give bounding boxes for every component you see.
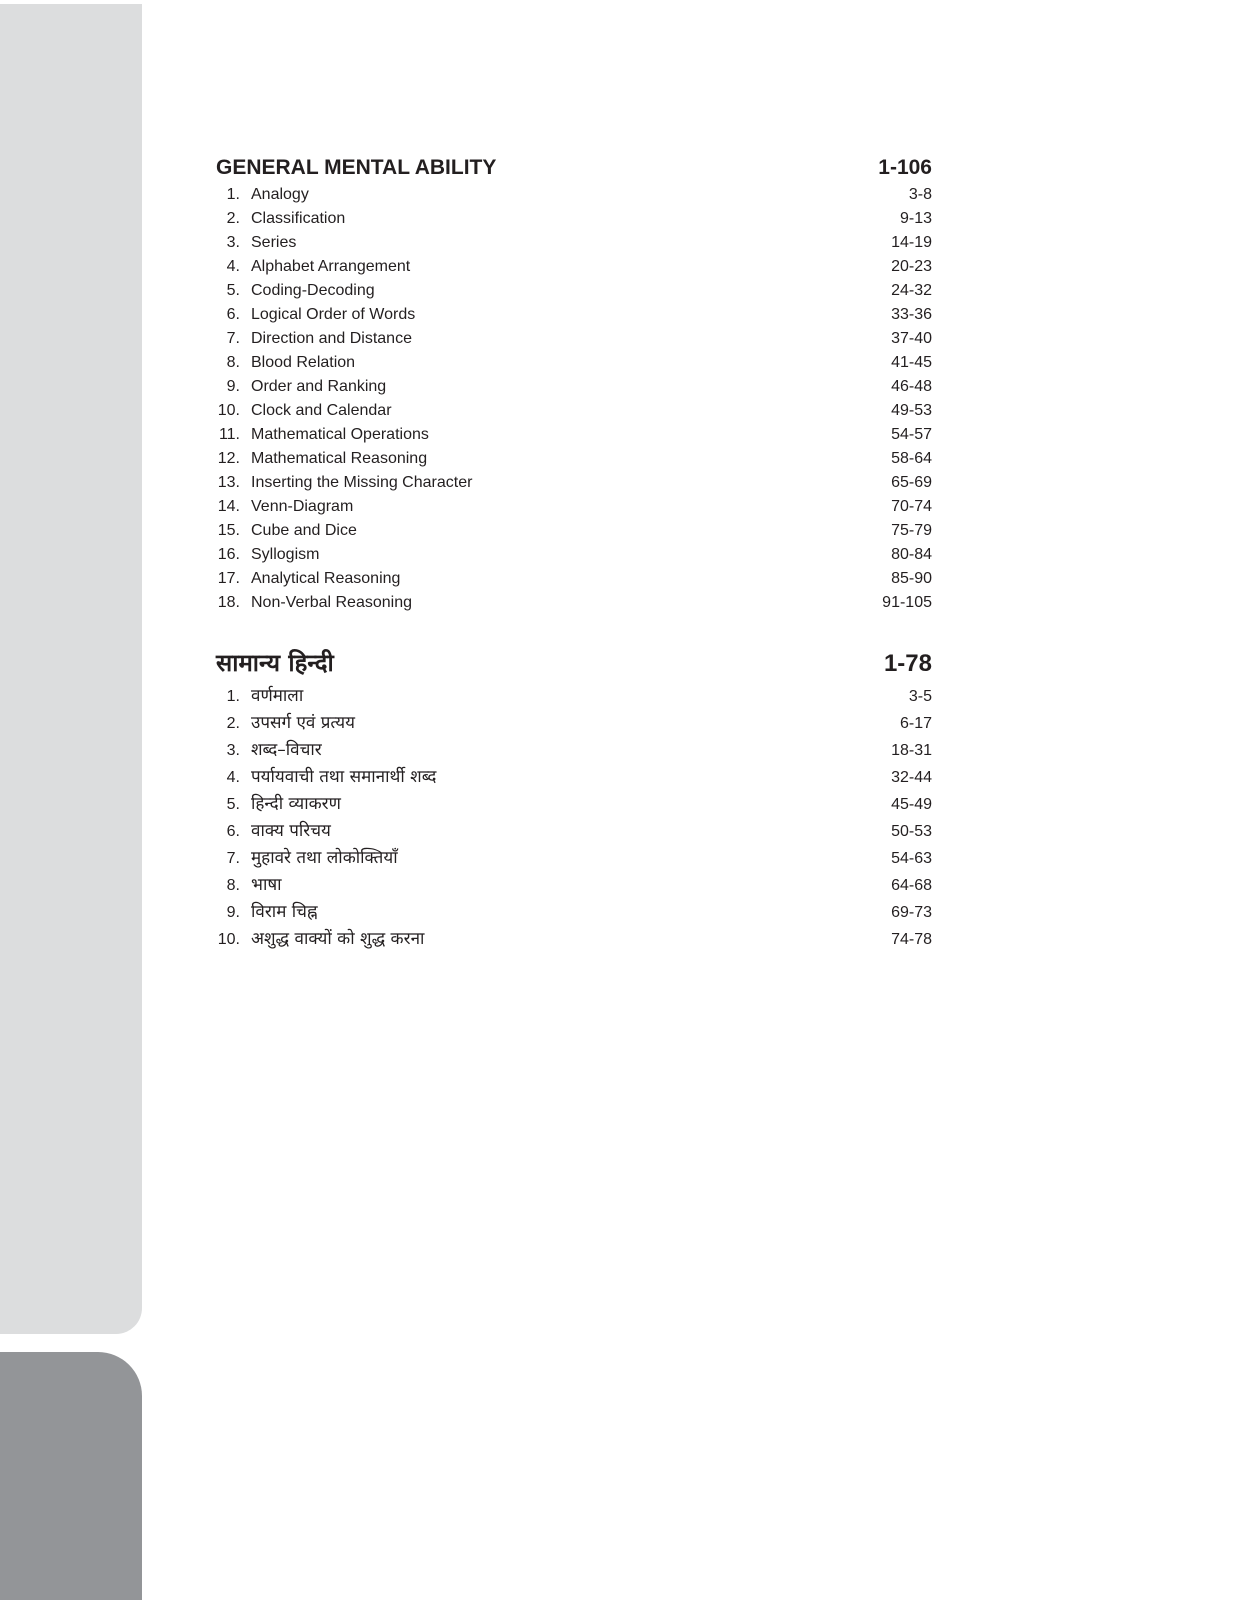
toc-entry-title: विराम चिह्न	[251, 902, 318, 922]
section-header	[216, 646, 932, 679]
toc-entry-pages: 49-53	[891, 402, 932, 419]
toc-entry-title: Mathematical Operations	[251, 426, 429, 443]
toc-entry	[216, 354, 932, 378]
toc-entry-pages: 20-23	[891, 258, 932, 275]
toc-entry	[216, 210, 932, 234]
toc-entry-pages: 6-17	[899, 715, 932, 732]
toc-entry-number: 5.	[226, 282, 240, 299]
toc-entry-number: 7.	[226, 330, 240, 347]
toc-entry-pages: 50-53	[891, 823, 932, 840]
toc-entry	[216, 474, 932, 498]
toc-entry	[216, 258, 932, 282]
toc-entry-pages: 54-57	[891, 426, 932, 443]
toc-entry-number: 9.	[226, 904, 240, 921]
toc-entry	[216, 306, 932, 330]
toc-entry-pages: 64-68	[891, 877, 932, 894]
toc-entry-title: हिन्दी व्याकरण	[251, 794, 341, 814]
toc-entry-number: 9.	[226, 378, 240, 395]
toc-entry-title: उपसर्ग एवं प्रत्यय	[251, 713, 356, 733]
toc-entry-number: 3.	[226, 234, 240, 251]
toc-entry	[216, 522, 932, 546]
toc-entry-title: अशुद्ध वाक्यों को शुद्ध करना	[251, 929, 425, 949]
section-title: सामान्य हिन्दी	[216, 649, 334, 677]
toc-entry-pages: 65-69	[891, 474, 932, 491]
toc-entry-title: भाषा	[251, 875, 282, 895]
section-page-range: 1-78	[883, 650, 932, 677]
toc-entry-title: Alphabet Arrangement	[251, 258, 411, 275]
toc-entry-number: 3.	[226, 742, 240, 759]
toc-entry	[216, 818, 932, 845]
toc-entry-number: 8.	[226, 877, 240, 894]
toc-entry-title: Venn-Diagram	[251, 498, 354, 515]
toc-entry-pages: 3-5	[908, 688, 932, 705]
toc-entry-title: वाक्य परिचय	[251, 821, 331, 841]
toc-entry-pages: 3-8	[908, 186, 932, 203]
toc-entry-number: 11.	[218, 426, 240, 443]
toc-entry-title: Mathematical Reasoning	[251, 450, 428, 467]
toc-entry-pages: 70-74	[891, 498, 932, 515]
toc-entry	[216, 234, 932, 258]
toc-entry-pages: 58-64	[891, 450, 932, 467]
section-page-range: 1-106	[878, 156, 932, 179]
toc-entry-number: 16.	[217, 546, 240, 563]
toc-entry-pages: 45-49	[891, 796, 932, 813]
toc-entry-title: Clock and Calendar	[251, 402, 392, 419]
toc-entry-title: Coding-Decoding	[251, 282, 375, 299]
toc-entry	[216, 899, 932, 926]
toc-entry-title: Direction and Distance	[251, 330, 412, 347]
toc-entry-number: 4.	[226, 769, 240, 786]
toc-entry-pages: 9-13	[899, 210, 932, 227]
toc-entry	[216, 683, 932, 710]
toc-entry-pages: 41-45	[891, 354, 932, 371]
toc-entry-number: 1.	[226, 688, 240, 705]
side-tab-light	[0, 4, 142, 1334]
side-tab-dark	[0, 1352, 142, 1600]
toc-entry	[216, 426, 932, 450]
toc-entry-number: 12.	[217, 450, 240, 467]
toc-entry	[216, 845, 932, 872]
toc-entry-title: Non-Verbal Reasoning	[251, 594, 412, 611]
toc-entry-list	[216, 683, 932, 953]
toc-entry-pages: 24-32	[891, 282, 932, 299]
toc-entry-title: Classification	[251, 210, 346, 227]
toc-entry	[216, 710, 932, 737]
toc-entry-number: 14.	[217, 498, 240, 515]
toc-entry-number: 5.	[226, 796, 240, 813]
toc-entry	[216, 186, 932, 210]
toc-entry-number: 6.	[226, 823, 240, 840]
toc-entry-number: 2.	[226, 715, 240, 732]
toc-entry-number: 8.	[226, 354, 240, 371]
toc-entry	[216, 282, 932, 306]
toc-entry-title: Cube and Dice	[251, 522, 357, 539]
toc-entry-pages: 18-31	[891, 742, 932, 759]
toc-entry-number: 15.	[217, 522, 240, 539]
toc-entry-number: 13.	[217, 474, 240, 491]
toc-entry	[216, 791, 932, 818]
toc-entry-title: Inserting the Missing Character	[251, 474, 473, 491]
toc-entry	[216, 926, 932, 953]
toc-entry-pages: 80-84	[891, 546, 932, 563]
toc-entry-title: Series	[251, 234, 297, 251]
toc-entry-number: 17.	[217, 570, 240, 587]
toc-entry-pages: 54-63	[891, 850, 932, 867]
toc-entry	[216, 450, 932, 474]
section-header	[216, 156, 932, 180]
toc-entry-title: वर्णमाला	[251, 686, 304, 706]
toc-entry	[216, 546, 932, 570]
toc-entry	[216, 872, 932, 899]
toc-entry-pages: 14-19	[891, 234, 932, 251]
toc-entry-pages: 74-78	[891, 931, 932, 948]
toc-entry-number: 1.	[226, 186, 240, 203]
toc-entry-title: Order and Ranking	[251, 378, 387, 395]
toc-entry-pages: 75-79	[891, 522, 932, 539]
toc-entry-title: Analogy	[251, 186, 309, 203]
toc-entry	[216, 570, 932, 594]
toc-entry-number: 10.	[217, 402, 240, 419]
toc-entry	[216, 764, 932, 791]
toc-entry-number: 2.	[226, 210, 240, 227]
toc-entry	[216, 330, 932, 354]
toc-entry-title: पर्यायवाची तथा समानार्थी शब्द	[251, 767, 437, 787]
toc-entry-title: Logical Order of Words	[251, 306, 416, 323]
section-title: GENERAL MENTAL ABILITY	[216, 156, 497, 179]
toc-entry	[216, 378, 932, 402]
toc-entry-title: शब्द–विचार	[251, 740, 322, 760]
toc-entry-pages: 85-90	[891, 570, 932, 587]
toc-section-general-mental-ability	[216, 156, 932, 618]
toc-entry	[216, 498, 932, 522]
toc-entry-number: 10.	[217, 931, 240, 948]
toc-entry-number: 4.	[226, 258, 240, 275]
toc-entry-number: 18.	[217, 594, 240, 611]
toc-entry-pages: 32-44	[891, 769, 932, 786]
toc-entry-pages: 91-105	[882, 594, 932, 611]
toc-entry	[216, 402, 932, 426]
toc-entry-title: Analytical Reasoning	[251, 570, 401, 587]
toc-entry-title: Blood Relation	[251, 354, 356, 371]
toc-entry-list	[216, 186, 932, 618]
toc-section-samanya-hindi	[216, 646, 932, 953]
toc-entry-number: 7.	[226, 850, 240, 867]
toc-entry	[216, 737, 932, 764]
toc-entry-pages: 33-36	[891, 306, 932, 323]
toc-entry-title: मुहावरे तथा लोकोक्तियाँ	[251, 848, 398, 868]
toc-entry-title: Syllogism	[251, 546, 320, 563]
toc-entry-pages: 69-73	[891, 904, 932, 921]
toc-entry-number: 6.	[226, 306, 240, 323]
toc-entry-pages: 46-48	[891, 378, 932, 395]
toc-entry-pages: 37-40	[891, 330, 932, 347]
toc-entry	[216, 594, 932, 618]
